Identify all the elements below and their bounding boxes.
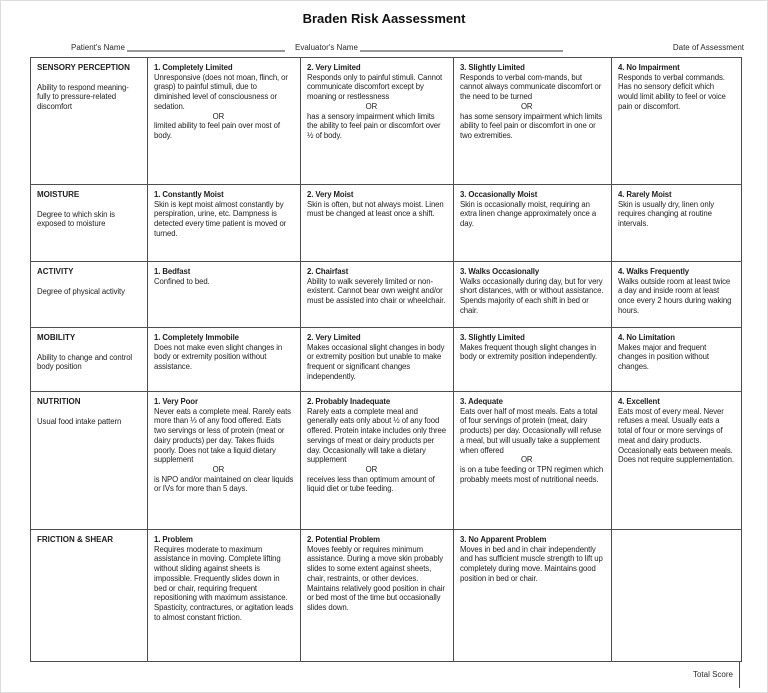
category-cell	[31, 328, 148, 391]
score-text: Moves in bed and in chair independently and has sufficient muscle strength to lift up completely during move. Maintains good position in bed or chair.	[460, 544, 603, 583]
score-text: receives less than optimum amount of liquid diet or tube feeding.	[307, 474, 435, 494]
form-footer	[30, 662, 740, 688]
score-text: Never eats a complete meal. Rarely eats more than ⅓ of any food offered. Eats two servings or less of protein (meat or dairy products) per day. Takes fluids poorly. Does not take a liquid dietary supplement	[154, 406, 291, 465]
score-heading: 1. Completely Immobile	[154, 333, 239, 342]
category-description: Degree to which skin is exposed to moisture	[37, 209, 115, 229]
score-text: Responds only to painful stimuli. Cannot communicate discomfort except by moaning or restlessness	[307, 72, 443, 102]
score-heading: 3. No Apparent Problem	[460, 535, 547, 544]
score-text: Skin is kept moist almost constantly by perspiration, urine, etc. Dampness is detected every time patient is moved or turned.	[154, 199, 287, 238]
score-text: Makes frequent though slight changes in body or extremity position independently.	[460, 342, 598, 362]
score-cell-1	[148, 58, 301, 184]
score-text: has some sensory impairment which limits ability to feel pain or discomfort in one or two extremities.	[460, 111, 603, 140]
score-cell-3	[454, 328, 612, 391]
category-description: Ability to change and control body position	[37, 352, 133, 372]
or-separator: OR	[365, 101, 378, 111]
score-text: Rarely eats a complete meal and generally eats only about ½ of any food offered. Protein intake includes only three servings of meat or dairy products per day. Occasionally will take a dietary supplement	[307, 406, 447, 465]
score-heading: 3. Slightly Limited	[460, 63, 525, 72]
category-title: MOBILITY	[37, 333, 76, 342]
score-cell-3	[454, 392, 612, 529]
score-cell-1	[148, 530, 301, 661]
score-cell-1	[148, 392, 301, 529]
score-text: Skin is usually dry, linen only requires changing at routine intervals.	[618, 199, 714, 229]
score-cell-3	[454, 185, 612, 261]
category-cell	[31, 530, 148, 661]
score-cell-2	[301, 392, 454, 529]
or-separator: OR	[520, 455, 533, 465]
braden-assessment-table	[30, 57, 742, 662]
or-separator: OR	[520, 101, 533, 111]
table-row-sensory-perception	[31, 58, 741, 185]
score-cell-1	[148, 262, 301, 327]
or-separator: OR	[212, 464, 225, 474]
score-text: Unresponsive (does not moan, flinch, or grasp) to painful stimuli, due to diminished level of consciousness or sedation.	[154, 72, 288, 111]
score-text: Makes occasional slight changes in body or extremity position but unable to make frequent or significant changes independently.	[307, 342, 445, 381]
evaluator-name-label: Evaluator's Name	[295, 43, 358, 52]
score-text: has a sensory impairment which limits the ability to feel pain or discomfort over ½ of body.	[307, 111, 441, 140]
score-cell-2	[301, 185, 454, 261]
category-title: ACTIVITY	[37, 267, 74, 276]
score-heading: 2. Probably Inadequate	[307, 397, 391, 406]
score-cell-3	[454, 58, 612, 184]
category-cell	[31, 185, 148, 261]
evaluator-name-input[interactable]	[360, 44, 563, 52]
score-cell-2	[301, 58, 454, 184]
score-cell-4	[612, 328, 741, 391]
score-text: Confined to bed.	[154, 276, 210, 286]
score-heading: 2. Very Moist	[307, 190, 354, 199]
score-heading: 4. Excellent	[618, 397, 660, 406]
table-row-mobility	[31, 328, 741, 392]
score-text: Eats most of every meal. Never refuses a meal. Usually eats a total of four or more servings of meat and dairy products. Occasionally eats between meals. Does not require supplementation.	[618, 406, 734, 465]
category-cell	[31, 262, 148, 327]
score-heading: 4. Rarely Moist	[618, 190, 672, 199]
score-text: Walks occasionally during day, but for very short distances, with or without assistance. Spends majority of each shift in bed or chair.	[460, 276, 604, 315]
page-title: Braden Risk Aassessment	[302, 11, 466, 26]
score-cell-2	[301, 530, 454, 661]
score-cell-4	[612, 185, 741, 261]
score-heading: 1. Constantly Moist	[154, 190, 224, 199]
score-heading: 4. No Impairment	[618, 63, 680, 72]
category-title: FRICTION & SHEAR	[37, 535, 113, 544]
score-text: Does not make even slight changes in body or extremity position without assistance.	[154, 342, 283, 372]
score-heading: 1. Completely Limited	[154, 63, 233, 72]
table-row-friction-shear	[31, 530, 741, 661]
date-of-assessment-label: Date of Assessment	[672, 43, 744, 52]
score-heading: 2. Very Limited	[307, 333, 361, 342]
score-cell-4	[612, 58, 741, 184]
table-row-activity	[31, 262, 741, 328]
score-cell-4	[612, 392, 741, 529]
score-heading: 4. No Limitation	[618, 333, 675, 342]
score-heading: 4. Walks Frequently	[618, 267, 690, 276]
score-text: limited ability to feel pain over most of body.	[154, 121, 280, 140]
score-heading: 3. Walks Occasionally	[460, 267, 540, 276]
score-cell-2	[301, 262, 454, 327]
form-header	[1, 43, 767, 52]
score-text: is on a tube feeding or TPN regimen which probably meets most of nutritional needs.	[460, 464, 604, 484]
category-title: MOISTURE	[37, 190, 80, 199]
score-text: Makes major and frequent changes in position without changes.	[618, 342, 709, 372]
category-cell	[31, 58, 148, 184]
or-separator: OR	[212, 111, 225, 121]
score-text: Eats over half of most meals. Eats a total of four servings of protein (meat, dairy products) per day. Occasionally will refuse a meal, but will usually take a supplement when offered	[460, 406, 602, 455]
category-description: Ability to respond meaning-fully to pressure-related discomfort	[37, 82, 129, 112]
score-heading: 2. Potential Problem	[307, 535, 380, 544]
score-heading: 3. Occasionally Moist	[460, 190, 538, 199]
score-cell-3	[454, 530, 612, 661]
patient-name-input[interactable]	[127, 44, 285, 52]
score-text: Responds to verbal com-mands, but cannot always communicate discomfort or the need to be turned	[460, 72, 602, 102]
score-heading: 3. Adequate	[460, 397, 503, 406]
table-row-nutrition	[31, 392, 741, 530]
score-cell-3	[454, 262, 612, 327]
score-cell-1	[148, 185, 301, 261]
score-cell-2	[301, 328, 454, 391]
category-title: SENSORY PERCEPTION	[37, 63, 130, 72]
category-cell	[31, 392, 148, 529]
patient-name-label: Patient's Name	[71, 43, 125, 52]
or-separator: OR	[365, 464, 378, 474]
score-heading: 2. Very Limited	[307, 63, 361, 72]
total-score-label: Total Score	[692, 670, 733, 679]
score-text: Requires moderate to maximum assistance in moving. Complete lifting without sliding against sheets is impossible. Frequently slides down in bed or chair, requiring frequent repositioning with maximum assistance. Spasticity, contractures, or agitation leads to almost constant friction.	[154, 544, 294, 622]
score-heading: 2. Chairfast	[307, 267, 349, 276]
score-cell-empty	[612, 530, 741, 661]
score-text: is NPO and/or maintained on clear liquids or IVs for more than 5 days.	[154, 474, 294, 494]
score-text: Skin is often, but not always moist. Linen must be changed at least once a shift.	[307, 199, 444, 219]
table-row-moisture	[31, 185, 741, 262]
score-heading: 1. Very Poor	[154, 397, 198, 406]
category-description: Degree of physical activity	[37, 286, 125, 296]
total-score-divider	[739, 662, 740, 688]
score-text: Moves feebly or requires minimum assistance. During a move skin probably slides to some extent against sheets, chair, restraints, or other devices. Maintains relatively good position in chair or bed most of the time but occasionally slides down.	[307, 544, 445, 612]
score-text: Skin is occasionally moist, requiring an extra linen change approximately once a day.	[460, 199, 597, 229]
category-description: Usual food intake pattern	[37, 416, 122, 426]
score-text: Ability to walk severely limited or non-existent. Cannot bear own weight and/or must be assisted into chair or wheelchair.	[307, 276, 446, 306]
score-cell-4	[612, 262, 741, 327]
category-title: NUTRITION	[37, 397, 81, 406]
score-heading: 1. Bedfast	[154, 267, 191, 276]
score-text: Responds to verbal commands. Has no sensory deficit which would limit ability to feel or voice pain or discomfort.	[618, 72, 726, 111]
score-text: Walks outside room at least twice a day and inside room at least once every 2 hours during waking hours.	[618, 276, 732, 315]
score-heading: 1. Problem	[154, 535, 193, 544]
score-cell-1	[148, 328, 301, 391]
score-heading: 3. Slightly Limited	[460, 333, 525, 342]
